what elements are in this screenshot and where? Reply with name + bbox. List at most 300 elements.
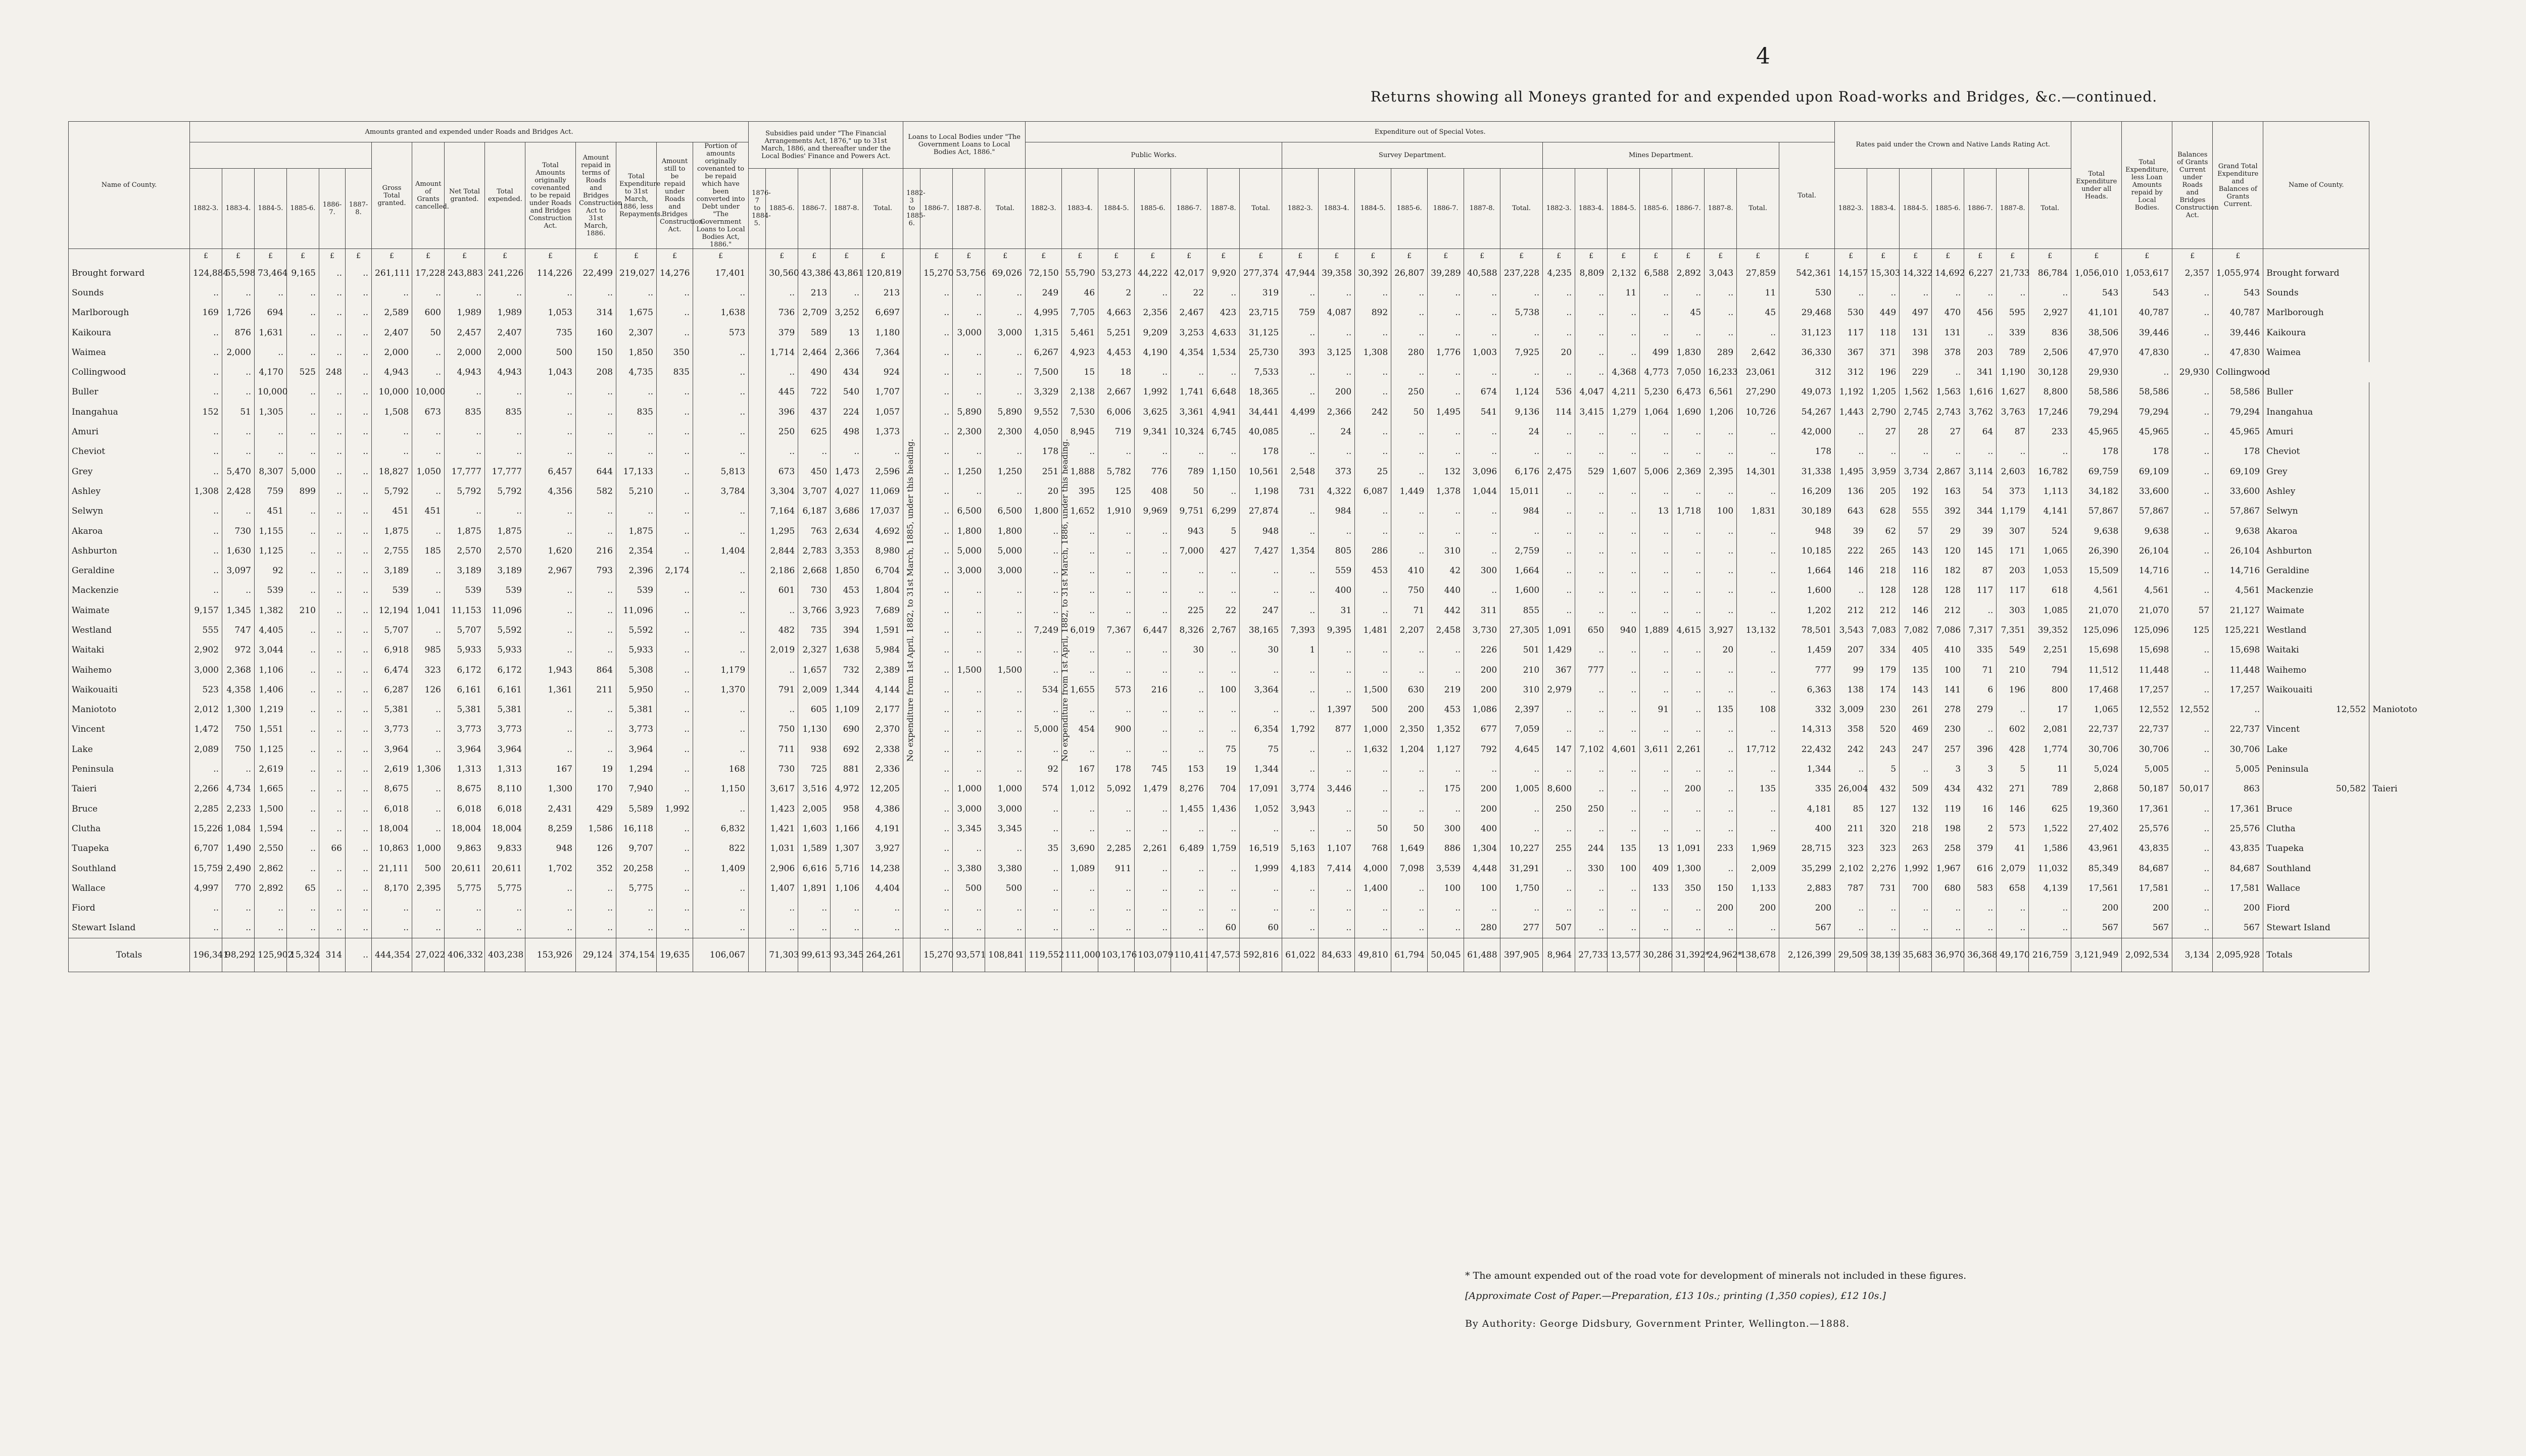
table-cell: 4,087 bbox=[1319, 303, 1355, 323]
table-cell: 3,114 bbox=[1964, 462, 1997, 481]
table-cell: 539 bbox=[616, 581, 657, 600]
table-cell: .. bbox=[445, 283, 485, 303]
table-cell: .. bbox=[1608, 303, 1640, 323]
table-cell: 216 bbox=[1135, 680, 1171, 699]
unit-pound: £ bbox=[1135, 249, 1171, 264]
table-cell: 2,475 bbox=[1543, 462, 1575, 481]
unit-pound: £ bbox=[1207, 249, 1240, 264]
table-cell: 28 bbox=[1900, 422, 1932, 441]
table-cell: 5,933 bbox=[616, 640, 657, 660]
table-cell: 30,706 bbox=[2071, 739, 2122, 759]
table-cell: .. bbox=[1062, 660, 1098, 680]
table-cell: 210 bbox=[287, 600, 319, 620]
table-cell: .. bbox=[445, 501, 485, 521]
table-cell: 453 bbox=[1355, 561, 1391, 580]
table-cell: .. bbox=[1737, 561, 1779, 580]
table-cell: 1,607 bbox=[1608, 462, 1640, 481]
table-cell: 442 bbox=[1428, 600, 1464, 620]
table-cell: .. bbox=[1640, 600, 1672, 620]
table-cell: .. bbox=[1464, 898, 1500, 918]
table-cell: .. bbox=[693, 918, 749, 938]
totals-cell: 29,509 bbox=[1835, 938, 1867, 972]
table-cell: 1,603 bbox=[798, 819, 831, 838]
table-cell: .. bbox=[1428, 422, 1464, 441]
table-cell: 3,707 bbox=[798, 481, 831, 501]
totals-cell: 38,139 bbox=[1867, 938, 1900, 972]
table-cell: 3,617 bbox=[766, 779, 798, 799]
unit-pound: £ bbox=[412, 249, 445, 264]
table-cell: .. bbox=[346, 739, 372, 759]
unit-pound: £ bbox=[2213, 249, 2263, 264]
header-amounts-granted: Amounts granted and expended under Roads and Bridges Act. bbox=[190, 122, 749, 142]
table-cell: 2,300 bbox=[953, 422, 985, 441]
table-cell: 30 bbox=[1240, 640, 1282, 660]
table-cell: 835 bbox=[485, 402, 525, 422]
table-cell: 4,941 bbox=[1207, 402, 1240, 422]
table-cell: 1,409 bbox=[693, 859, 749, 878]
table-cell: .. bbox=[525, 720, 576, 739]
table-cell: .. bbox=[287, 323, 319, 342]
table-cell: 2,005 bbox=[798, 799, 831, 819]
unit-pound: £ bbox=[1240, 249, 1282, 264]
table-cell: 539 bbox=[372, 581, 412, 600]
table-cell: .. bbox=[693, 342, 749, 362]
table-cell: 18,004 bbox=[372, 819, 412, 838]
table-cell: 230 bbox=[1932, 720, 1964, 739]
table-cell: 3,329 bbox=[1026, 382, 1062, 402]
table-cell: 7,414 bbox=[1319, 859, 1355, 878]
table-cell: .. bbox=[1608, 700, 1640, 720]
table-cell: .. bbox=[319, 541, 346, 561]
table-cell: 6,172 bbox=[445, 660, 485, 680]
table-cell: 17,581 bbox=[2122, 878, 2172, 898]
table-cell: .. bbox=[1240, 561, 1282, 580]
table-cell: .. bbox=[1098, 600, 1135, 620]
table-cell: .. bbox=[412, 918, 445, 938]
table-cell: .. bbox=[1026, 581, 1062, 600]
table-cell: 3,000 bbox=[190, 660, 222, 680]
county-name: Clutha bbox=[69, 819, 190, 838]
table-cell: .. bbox=[1672, 283, 1705, 303]
header-loan-year: 1887-8. bbox=[953, 168, 985, 248]
table-cell: .. bbox=[1575, 521, 1608, 541]
table-cell: .. bbox=[2172, 481, 2213, 501]
table-cell: .. bbox=[1135, 600, 1171, 620]
table-cell: 2,570 bbox=[485, 541, 525, 561]
table-cell: 1,586 bbox=[2029, 839, 2071, 859]
table-cell: 5,782 bbox=[1098, 462, 1135, 481]
table-cell: .. bbox=[953, 581, 985, 600]
table-row bbox=[69, 442, 2526, 462]
table-cell: 2,276 bbox=[1867, 859, 1900, 878]
table-cell: .. bbox=[1964, 918, 1997, 938]
table-cell: 13,132 bbox=[1737, 620, 1779, 640]
table-cell: 1,500 bbox=[985, 660, 1026, 680]
table-cell: .. bbox=[1640, 323, 1672, 342]
table-cell: 2,395 bbox=[412, 878, 445, 898]
table-cell: .. bbox=[190, 442, 222, 462]
table-cell: .. bbox=[1171, 581, 1207, 600]
table-cell: 4,735 bbox=[616, 362, 657, 382]
table-cell: 22,432 bbox=[1779, 739, 1835, 759]
table-cell: .. bbox=[2029, 918, 2071, 938]
table-cell: 1,130 bbox=[798, 720, 831, 739]
table-cell: 200 bbox=[1391, 700, 1428, 720]
table-cell: 432 bbox=[1867, 779, 1900, 799]
table-cell: 218 bbox=[1900, 819, 1932, 838]
table-cell: 22,737 bbox=[2122, 720, 2172, 739]
table-cell: .. bbox=[346, 462, 372, 481]
table-cell: 750 bbox=[222, 739, 255, 759]
table-cell: 732 bbox=[831, 660, 863, 680]
table-cell: 78,501 bbox=[1779, 620, 1835, 640]
table-cell: .. bbox=[2122, 362, 2172, 382]
table-cell: 1,638 bbox=[693, 303, 749, 323]
table-cell: .. bbox=[657, 382, 693, 402]
table-cell: .. bbox=[1835, 898, 1867, 918]
table-cell: .. bbox=[1391, 521, 1428, 541]
table-cell: .. bbox=[1705, 918, 1737, 938]
table-cell: .. bbox=[1575, 422, 1608, 441]
table-cell: .. bbox=[190, 581, 222, 600]
table-cell: .. bbox=[1135, 581, 1171, 600]
table-cell: 1,443 bbox=[1835, 402, 1867, 422]
table-cell: 3,927 bbox=[863, 839, 903, 859]
table-cell: 1,150 bbox=[693, 779, 749, 799]
table-cell: .. bbox=[1705, 759, 1737, 779]
table-cell: 6,561 bbox=[1705, 382, 1737, 402]
table-cell: .. bbox=[346, 561, 372, 580]
table-cell: .. bbox=[657, 720, 693, 739]
table-cell: .. bbox=[1640, 442, 1672, 462]
table-cell: 243 bbox=[1867, 739, 1900, 759]
table-cell: .. bbox=[525, 878, 576, 898]
table-cell: 249 bbox=[1026, 283, 1062, 303]
unit-pound: £ bbox=[525, 249, 576, 264]
table-cell: 7,364 bbox=[863, 342, 903, 362]
table-cell: 47,970 bbox=[2071, 342, 2122, 362]
table-cell: .. bbox=[616, 898, 657, 918]
table-cell: 5,470 bbox=[222, 462, 255, 481]
table-cell: .. bbox=[1737, 422, 1779, 441]
table-cell: .. bbox=[693, 700, 749, 720]
table-cell: .. bbox=[1575, 759, 1608, 779]
table-cell: 21,111 bbox=[372, 859, 412, 878]
county-name: Selwyn bbox=[69, 501, 190, 521]
table-cell: .. bbox=[920, 600, 953, 620]
table-cell: .. bbox=[766, 362, 798, 382]
table-cell: 395 bbox=[1062, 481, 1098, 501]
table-cell: 1,344 bbox=[1779, 759, 1835, 779]
table-cell: .. bbox=[1428, 918, 1464, 938]
table-cell: .. bbox=[287, 859, 319, 878]
table-cell: .. bbox=[1319, 640, 1355, 660]
table-cell: .. bbox=[657, 442, 693, 462]
table-cell: 29,930 bbox=[2172, 362, 2213, 382]
table-cell: .. bbox=[1428, 521, 1464, 541]
table-cell: 674 bbox=[1464, 382, 1500, 402]
table-cell: 2,464 bbox=[798, 342, 831, 362]
table-cell: 1,304 bbox=[1464, 839, 1500, 859]
table-cell: 6,832 bbox=[693, 819, 749, 838]
table-cell: 523 bbox=[190, 680, 222, 699]
table-cell: 2,667 bbox=[1098, 382, 1135, 402]
table-cell: .. bbox=[1575, 600, 1608, 620]
table-cell: .. bbox=[1391, 541, 1428, 561]
table-cell: .. bbox=[1026, 660, 1062, 680]
table-cell: 509 bbox=[1900, 779, 1932, 799]
table-cell: 200 bbox=[1319, 382, 1355, 402]
table-cell: 900 bbox=[1098, 720, 1135, 739]
table-cell: 279 bbox=[1964, 700, 1997, 720]
table-cell: 20,611 bbox=[485, 859, 525, 878]
totals-cell: 125,902 bbox=[255, 938, 287, 972]
table-cell: 15,759 bbox=[190, 859, 222, 878]
table-cell: 428 bbox=[1997, 739, 2029, 759]
table-cell: .. bbox=[412, 581, 445, 600]
table-cell: 2,012 bbox=[190, 700, 222, 720]
table-cell: 1,992 bbox=[1135, 382, 1171, 402]
table-cell: .. bbox=[1608, 422, 1640, 441]
table-cell: 400 bbox=[1464, 819, 1500, 838]
table-cell: 6,018 bbox=[485, 799, 525, 819]
table-cell: .. bbox=[1672, 541, 1705, 561]
table-cell: 1,630 bbox=[222, 541, 255, 561]
table-cell: 303 bbox=[1997, 600, 2029, 620]
table-row bbox=[69, 462, 2526, 481]
table-cell: 3,943 bbox=[1282, 799, 1319, 819]
table-cell: 1,179 bbox=[1997, 501, 2029, 521]
header-total-expenditure-less: Total Expenditure, less Loan Amounts repaid by Local Bodies. bbox=[2122, 122, 2172, 249]
table-cell: 7,530 bbox=[1062, 402, 1098, 422]
table-row bbox=[69, 680, 2526, 699]
table-row bbox=[69, 878, 2526, 898]
table-cell: 6,363 bbox=[1779, 680, 1835, 699]
table-cell: 15,270 bbox=[920, 263, 953, 283]
header-rates-year: 1886-7. bbox=[1964, 168, 1997, 248]
table-cell: 2,207 bbox=[1391, 620, 1428, 640]
table-cell: .. bbox=[1098, 878, 1135, 898]
table-cell: 200 bbox=[1672, 779, 1705, 799]
table-cell: 1,875 bbox=[485, 521, 525, 541]
table-cell: 1,085 bbox=[2029, 600, 2071, 620]
totals-cell: 110,411 bbox=[1171, 938, 1207, 972]
header-rates-total: Total. bbox=[2029, 168, 2071, 248]
table-cell: .. bbox=[1391, 303, 1428, 323]
table-cell: 543 bbox=[2213, 283, 2263, 303]
county-name: Grey bbox=[69, 462, 190, 481]
table-cell: 200 bbox=[2122, 898, 2172, 918]
table-cell: .. bbox=[985, 700, 1026, 720]
table-cell: 5,461 bbox=[1062, 323, 1098, 342]
table-cell: .. bbox=[2172, 283, 2213, 303]
table-cell: .. bbox=[920, 442, 953, 462]
table-cell: 1,481 bbox=[1355, 620, 1391, 640]
table-cell: 1,150 bbox=[1207, 462, 1240, 481]
table-cell: 1,192 bbox=[1835, 382, 1867, 402]
table-cell: 5,210 bbox=[616, 481, 657, 501]
table-cell: 3,964 bbox=[616, 739, 657, 759]
table-cell: 9,165 bbox=[287, 263, 319, 283]
table-cell: 6,227 bbox=[1964, 263, 1997, 283]
table-cell: 4,448 bbox=[1464, 859, 1500, 878]
table-cell: .. bbox=[1240, 819, 1282, 838]
table-cell: 2,457 bbox=[445, 323, 485, 342]
table-cell: 79,294 bbox=[2213, 402, 2263, 422]
county-name-right: Ashburton bbox=[2263, 541, 2369, 561]
table-cell: .. bbox=[1500, 442, 1543, 462]
table-cell: .. bbox=[1098, 660, 1135, 680]
table-cell: 805 bbox=[1319, 541, 1355, 561]
table-cell: .. bbox=[287, 700, 319, 720]
table-cell: .. bbox=[1098, 700, 1135, 720]
table-cell: .. bbox=[1282, 501, 1319, 521]
county-name-right: Sounds bbox=[2263, 283, 2369, 303]
table-cell: .. bbox=[1464, 759, 1500, 779]
table-cell: 22 bbox=[1207, 600, 1240, 620]
table-cell: .. bbox=[287, 918, 319, 938]
table-cell: .. bbox=[1428, 799, 1464, 819]
table-cell: 20,258 bbox=[616, 859, 657, 878]
county-name: Westland bbox=[69, 620, 190, 640]
table-cell: .. bbox=[1062, 521, 1098, 541]
table-cell: .. bbox=[1098, 799, 1135, 819]
table-cell: 35 bbox=[1026, 839, 1062, 859]
table-cell: 3,380 bbox=[985, 859, 1026, 878]
table-cell: 117 bbox=[1997, 581, 2029, 600]
table-cell: 1,562 bbox=[1900, 382, 1932, 402]
table-cell: 2,570 bbox=[445, 541, 485, 561]
table-cell: 50,017 bbox=[2172, 779, 2213, 799]
table-cell: 539 bbox=[485, 581, 525, 600]
table-cell: .. bbox=[2172, 521, 2213, 541]
table-cell: 12,194 bbox=[372, 600, 412, 620]
table-cell: 16,209 bbox=[1779, 481, 1835, 501]
table-cell: 10,863 bbox=[372, 839, 412, 859]
table-cell: 218 bbox=[1867, 561, 1900, 580]
table-cell: 2,906 bbox=[766, 859, 798, 878]
table-cell: 225 bbox=[1171, 600, 1207, 620]
table-cell: 2,079 bbox=[1997, 859, 2029, 878]
table-cell: .. bbox=[1026, 600, 1062, 620]
table-cell: .. bbox=[1575, 878, 1608, 898]
table-cell: 730 bbox=[798, 581, 831, 600]
table-cell: .. bbox=[1355, 640, 1391, 660]
table-cell: 373 bbox=[1319, 462, 1355, 481]
table-cell: 211 bbox=[1835, 819, 1867, 838]
table-cell: 251 bbox=[1026, 462, 1062, 481]
table-cell: .. bbox=[1672, 680, 1705, 699]
table-cell: 34,182 bbox=[2071, 481, 2122, 501]
table-cell: 131 bbox=[1900, 323, 1932, 342]
table-cell: 192 bbox=[1900, 481, 1932, 501]
table-cell: 3,096 bbox=[1464, 462, 1500, 481]
table-cell: .. bbox=[1355, 581, 1391, 600]
table-cell: .. bbox=[576, 720, 616, 739]
table-cell: 30,706 bbox=[2213, 739, 2263, 759]
table-cell: .. bbox=[1932, 283, 1964, 303]
header-year: 1884-5. bbox=[255, 168, 287, 248]
table-cell: 789 bbox=[1997, 342, 2029, 362]
table-cell: 1,522 bbox=[2029, 819, 2071, 838]
table-cell: 14,238 bbox=[863, 859, 903, 878]
table-cell: 555 bbox=[1900, 501, 1932, 521]
table-cell: .. bbox=[1098, 541, 1135, 561]
table-cell: 203 bbox=[1964, 342, 1997, 362]
county-name-right: Clutha bbox=[2263, 819, 2369, 838]
table-cell: 323 bbox=[1867, 839, 1900, 859]
table-cell: 141 bbox=[1932, 680, 1964, 699]
table-cell: 28,715 bbox=[1779, 839, 1835, 859]
table-cell: .. bbox=[1608, 581, 1640, 600]
table-cell: .. bbox=[1640, 720, 1672, 739]
table-cell: 745 bbox=[1135, 759, 1171, 779]
table-cell: .. bbox=[1098, 898, 1135, 918]
table-cell: .. bbox=[1867, 898, 1900, 918]
header-name-of-county-right: Name of County. bbox=[2263, 122, 2369, 249]
table-cell: .. bbox=[798, 898, 831, 918]
table-cell: 2,000 bbox=[445, 342, 485, 362]
table-cell: 924 bbox=[863, 362, 903, 382]
table-cell: .. bbox=[1207, 859, 1240, 878]
table-cell: .. bbox=[920, 362, 953, 382]
table-cell: .. bbox=[287, 342, 319, 362]
table-cell: 146 bbox=[1835, 561, 1867, 580]
table-cell: .. bbox=[657, 600, 693, 620]
table-cell: 2,743 bbox=[1932, 402, 1964, 422]
table-cell: 1,086 bbox=[1464, 700, 1500, 720]
table-cell: 50,582 bbox=[2263, 779, 2369, 799]
table-cell: .. bbox=[319, 660, 346, 680]
table-cell: 132 bbox=[1428, 462, 1464, 481]
table-cell: .. bbox=[319, 859, 346, 878]
table-cell: 212 bbox=[1932, 600, 1964, 620]
header-net: Net Total granted. bbox=[445, 142, 485, 249]
table-cell: .. bbox=[2172, 739, 2213, 759]
table-cell: 719 bbox=[1098, 422, 1135, 441]
table-cell: 167 bbox=[1062, 759, 1098, 779]
table-cell: 60 bbox=[1240, 918, 1282, 938]
table-cell: 616 bbox=[1964, 859, 1997, 878]
table-cell: .. bbox=[1355, 521, 1391, 541]
table-cell: 117 bbox=[1835, 323, 1867, 342]
table-cell: .. bbox=[1464, 283, 1500, 303]
totals-cell: 138,678 bbox=[1737, 938, 1779, 972]
table-cell: .. bbox=[485, 918, 525, 938]
table-cell: .. bbox=[1997, 283, 2029, 303]
table-cell: .. bbox=[319, 422, 346, 441]
table-cell: 3,959 bbox=[1867, 462, 1900, 481]
header-pw-year: 1882-3. bbox=[1026, 168, 1062, 248]
table-cell: 50 bbox=[1391, 819, 1428, 838]
table-cell: .. bbox=[1207, 819, 1240, 838]
table-cell: 1,308 bbox=[1355, 342, 1391, 362]
table-cell: 160 bbox=[576, 323, 616, 342]
table-cell: 5,251 bbox=[1098, 323, 1135, 342]
table-cell: 9,707 bbox=[616, 839, 657, 859]
table-cell: 258 bbox=[1932, 839, 1964, 859]
table-cell: .. bbox=[1575, 918, 1608, 938]
table-cell: .. bbox=[1672, 799, 1705, 819]
table-cell: 7,086 bbox=[1932, 620, 1964, 640]
table-cell: .. bbox=[1608, 779, 1640, 799]
table-cell: .. bbox=[1098, 442, 1135, 462]
table-cell: .. bbox=[657, 620, 693, 640]
table-cell: 456 bbox=[1964, 303, 1997, 323]
totals-empty-cell bbox=[749, 938, 766, 972]
table-cell: 27,874 bbox=[1240, 501, 1282, 521]
table-cell: 17,257 bbox=[2213, 680, 2263, 699]
